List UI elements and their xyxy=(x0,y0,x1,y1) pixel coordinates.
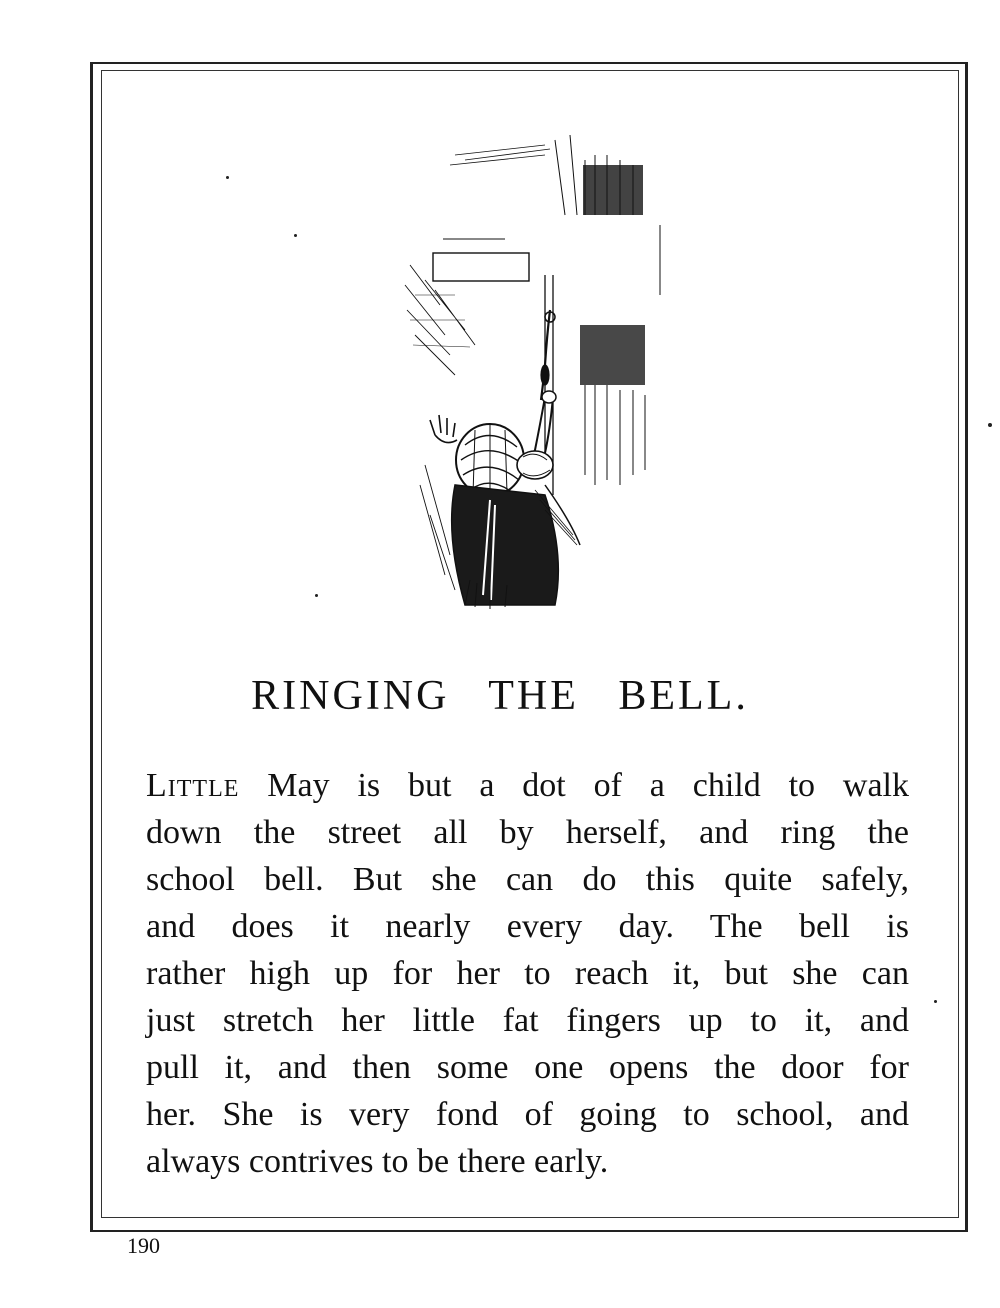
paragraph-line: and does it nearly every day. The bell is xyxy=(146,908,909,945)
paragraph-line xyxy=(146,762,909,809)
print-speck xyxy=(315,594,318,597)
paragraph-line: just stretch her little fat fingers up to it, and xyxy=(146,1002,909,1039)
paragraph-line: rather high up for her to reach it, but she can xyxy=(146,955,909,992)
bell-ringing-illustration xyxy=(395,135,665,610)
print-speck xyxy=(988,423,992,427)
paragraph-line: her. She is very fond of going to school, and xyxy=(146,1096,909,1133)
print-speck xyxy=(934,1000,937,1003)
opening-word: Little xyxy=(146,767,240,804)
print-speck xyxy=(226,176,229,179)
paragraph-line: school bell. But she can do this quite safely, xyxy=(146,861,909,898)
page-number: 190 xyxy=(127,1233,160,1258)
story-title: RINGING THE BELL. xyxy=(251,673,749,719)
paragraph-line-text: May is but a dot of a child to walk xyxy=(239,767,909,804)
paragraph-line: down the street all by herself, and ring the xyxy=(146,814,909,851)
print-speck xyxy=(294,234,297,237)
story-paragraph xyxy=(146,762,909,1185)
paragraph-line: pull it, and then some one opens the door for xyxy=(146,1049,909,1086)
paragraph-line: always contrives to be there early. xyxy=(146,1143,609,1180)
